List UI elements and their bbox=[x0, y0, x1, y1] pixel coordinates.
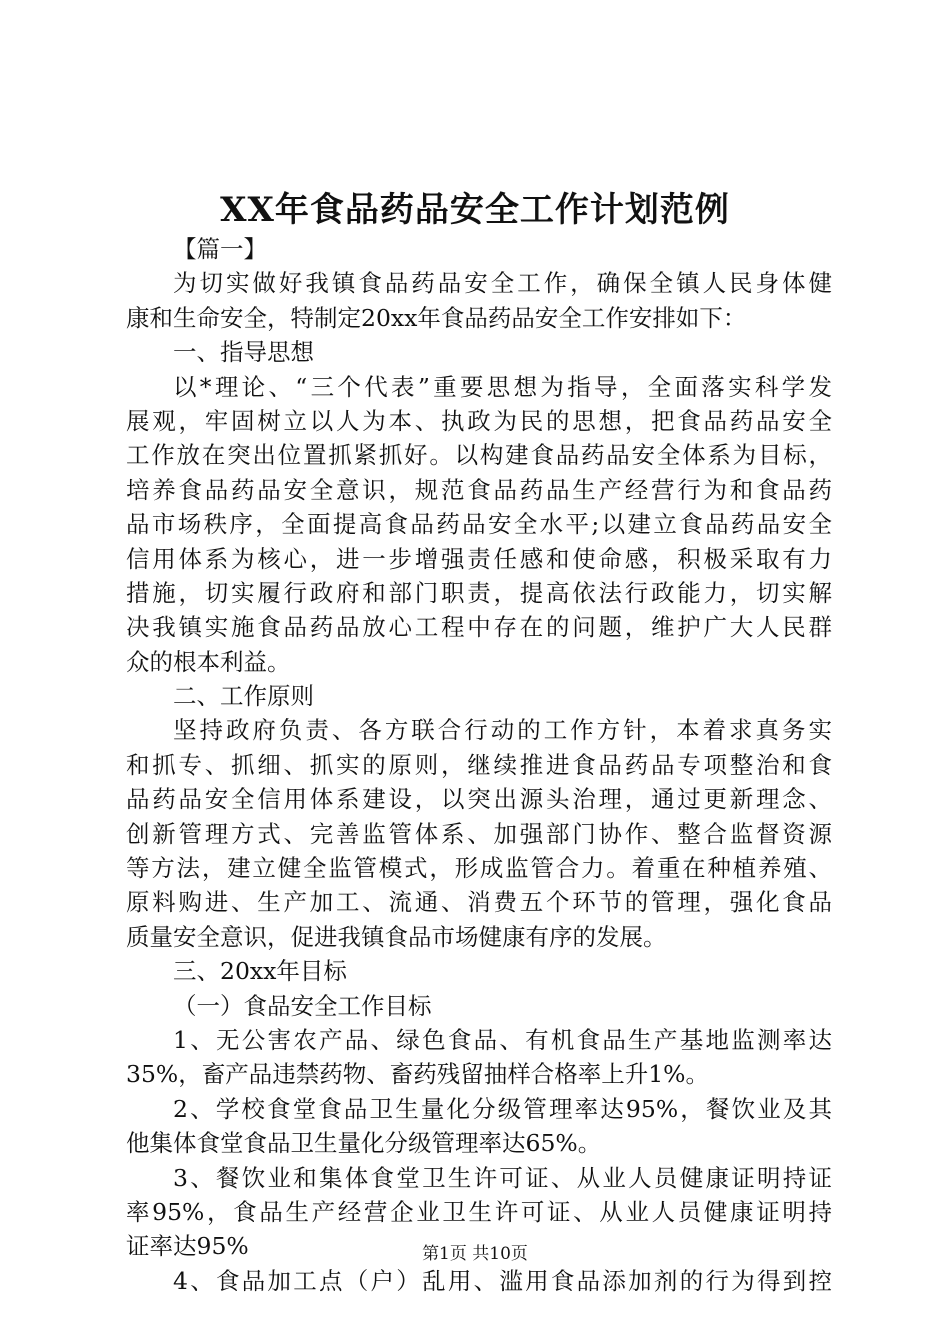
text-line: 众的根本利益。 bbox=[126, 647, 291, 676]
text-line: 决我镇实施食品药品放心工程中存在的问题，维护广大人民群 bbox=[126, 613, 832, 642]
text-line: 创新管理方式、完善监管体系、加强部门协作、整合监督资源 bbox=[126, 819, 832, 848]
text-line: 等方法，建立健全监管模式，形成监管合力。着重在种植养殖、 bbox=[126, 854, 832, 883]
text-line: 品药品安全信用体系建设，以突出源头治理，通过更新理念、 bbox=[126, 785, 832, 814]
text-line: 证率达95% bbox=[126, 1232, 249, 1261]
text-line: 4、食品加工点（户）乱用、滥用食品添加剂的行为得到控 bbox=[173, 1266, 832, 1295]
text-line: 【篇一】 bbox=[173, 235, 267, 263]
text-line: 展观，牢固树立以人为本、执政为民的思想，把食品药品安全 bbox=[126, 406, 832, 435]
text-line: 措施，切实履行政府和部门职责，提高依法行政能力，切实解 bbox=[126, 578, 832, 607]
text-line: 2、学校食堂食品卫生量化分级管理率达95%，餐饮业及其 bbox=[173, 1094, 832, 1123]
text-line: 质量安全意识，促进我镇食品市场健康有序的发展。 bbox=[126, 922, 667, 951]
text-line: 35%，畜产品违禁药物、畜药残留抽样合格率上升1%。 bbox=[126, 1060, 710, 1089]
text-line: 信用体系为核心，进一步增强责任感和使命感，积极采取有力 bbox=[126, 544, 832, 573]
text-line: 为切实做好我镇食品药品安全工作，确保全镇人民身体健 bbox=[173, 269, 832, 298]
text-line: 原料购进、生产加工、流通、消费五个环节的管理，强化食品 bbox=[126, 888, 832, 917]
text-line: （一）食品安全工作目标 bbox=[173, 991, 432, 1020]
text-line: 和抓专、抓细、抓实的原则，继续推进食品药品专项整治和食 bbox=[126, 750, 832, 779]
text-line: 康和生命安全，特制定20xx年食品药品安全工作安排如下： bbox=[126, 303, 747, 332]
text-line: 3、餐饮业和集体食堂卫生许可证、从业人员健康证明持证 bbox=[173, 1163, 832, 1192]
text-line: 以*理论、“三个代表”重要思想为指导，全面落实科学发 bbox=[173, 372, 832, 401]
text-line: 品市场秩序，全面提高食品药品安全水平;以建立食品药品安全 bbox=[126, 510, 832, 539]
document-title: XX年食品药品安全工作计划范例 bbox=[220, 190, 730, 230]
text-line: 坚持政府负责、各方联合行动的工作方针，本着求真务实 bbox=[173, 716, 832, 745]
text-line: 1、无公害农产品、绿色食品、有机食品生产基地监测率达 bbox=[173, 1025, 832, 1054]
text-line: 三、20xx年目标 bbox=[173, 957, 347, 986]
page-footer: 第1页 共10页 bbox=[422, 1244, 528, 1264]
text-line: 培养食品药品安全意识，规范食品药品生产经营行为和食品药 bbox=[126, 475, 832, 504]
text-line: 率95%，食品生产经营企业卫生许可证、从业人员健康证明持 bbox=[126, 1197, 832, 1226]
text-line: 他集体食堂食品卫生量化分级管理率达65%。 bbox=[126, 1129, 602, 1158]
text-line: 一、指导思想 bbox=[173, 338, 314, 367]
text-line: 二、工作原则 bbox=[173, 682, 314, 711]
text-line: 工作放在突出位置抓紧抓好。以构建食品药品安全体系为目标， bbox=[126, 441, 832, 470]
document-body bbox=[126, 232, 832, 1298]
